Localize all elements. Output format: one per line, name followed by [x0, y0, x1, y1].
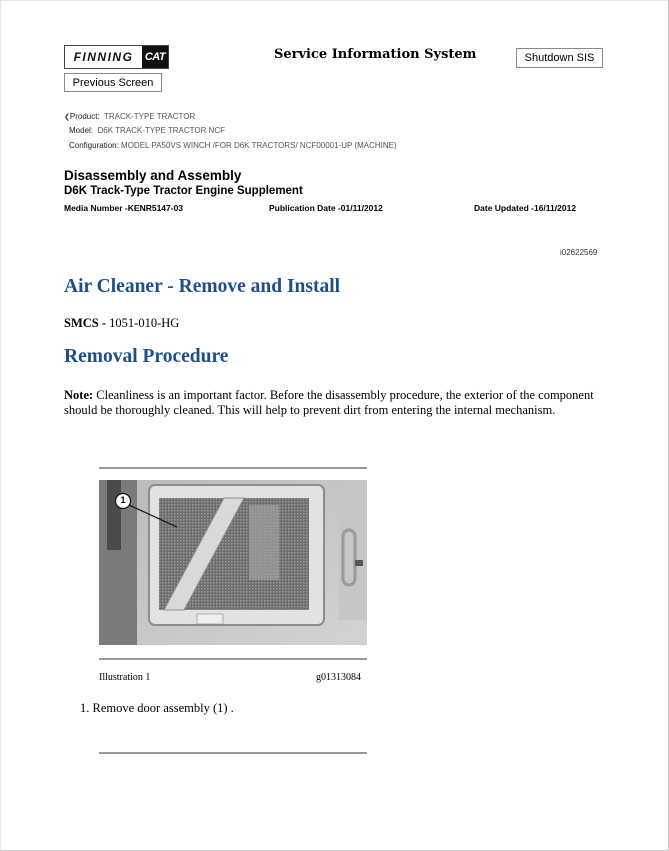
document-subtitle: D6K Track-Type Tractor Engine Supplement: [64, 185, 303, 197]
shutdown-sis-button[interactable]: Shutdown SIS: [516, 48, 603, 68]
document-id: i02622569: [560, 248, 598, 257]
product-value: TRACK-TYPE TRACTOR: [103, 112, 196, 121]
illustration-id: g01313084: [316, 672, 361, 683]
model-label: Model:: [69, 126, 94, 135]
smcs-label: SMCS -: [64, 316, 107, 330]
divider-top: [99, 467, 367, 469]
page-heading: Air Cleaner - Remove and Install: [64, 276, 341, 297]
divider-middle: [99, 658, 367, 660]
chevron-left-icon: ❮: [64, 114, 70, 121]
document-title: Disassembly and Assembly: [64, 168, 242, 183]
logo-finning-text: FINNING: [73, 50, 134, 64]
section-heading: Removal Procedure: [64, 346, 229, 367]
finning-cat-logo: [64, 45, 169, 69]
note-paragraph: [64, 388, 599, 418]
model-value: D6K TRACK-TYPE TRACTOR NCF: [97, 126, 226, 135]
product-label: Product:: [69, 112, 100, 121]
config-label: Configuration:: [69, 141, 119, 150]
smcs-value: 1051-010-HG: [106, 316, 180, 330]
note-text: Cleanliness is an important factor. Before the disassembly procedure, the exterior of the component should be thoroughly cleaned. This will help to prevent dirt from entering the internal mechanism.: [64, 388, 594, 417]
system-title: Service Information System: [274, 47, 477, 62]
illustration-image: [99, 480, 367, 645]
publication-date: Publication Date -01/11/2012: [269, 203, 383, 213]
smcs-code: [64, 316, 179, 331]
config-value: MODEL PA50VS WINCH /FOR D6K TRACTORS/ NCF00001-UP (MACHINE): [121, 141, 397, 150]
callout-1: 1: [120, 495, 126, 505]
note-label: Note:: [64, 388, 94, 402]
meta-product: [64, 112, 195, 121]
divider-bottom: [99, 752, 367, 754]
previous-screen-button[interactable]: Previous Screen: [64, 73, 162, 92]
logo-cat-badge: CAT: [142, 46, 168, 68]
illustration-label: Illustration 1: [99, 672, 151, 683]
date-updated: Date Updated -16/11/2012: [474, 203, 577, 213]
media-number: Media Number -KENR5147-03: [64, 203, 184, 213]
step-1: 1. Remove door assembly (1) .: [80, 701, 234, 715]
meta-model: [69, 126, 225, 135]
meta-configuration: [69, 141, 397, 150]
